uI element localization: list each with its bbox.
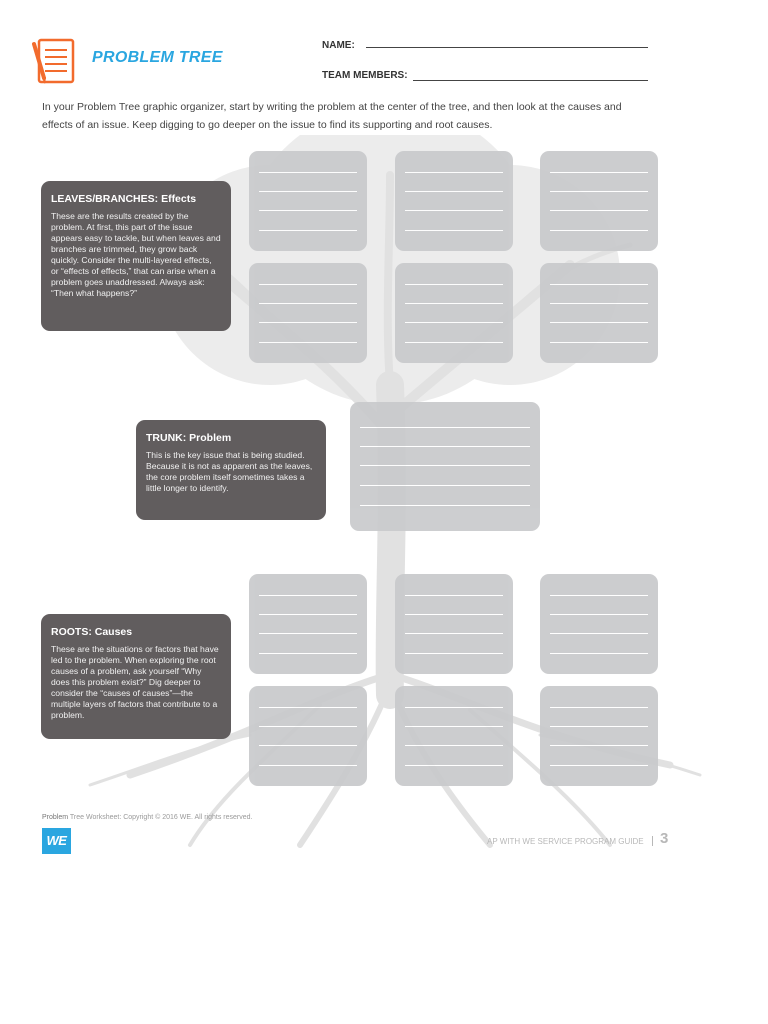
cause-box-1[interactable] (249, 574, 367, 674)
causes-card (41, 614, 231, 739)
pencil-notepad-icon (30, 34, 82, 86)
effects-heading: LEAVES/BRANCHES: Effects (51, 193, 197, 205)
effect-box-2[interactable] (395, 151, 513, 251)
we-logo: WE (42, 828, 71, 854)
team-members-field[interactable] (413, 80, 648, 81)
effects-description: These are the results created by the problem. At first, this part of the issue appears easy to tackle, but when leaves and branches are trimmed, they grow back quickly. Consider the multi-layered effects, or “effects of effects,” that can arise when a problem goes unaddressed. Always ask: “Then what happens?” (51, 211, 221, 298)
cause-box-2[interactable] (395, 574, 513, 674)
problem-description: This is the key issue that is being studied. Because it is not as apparent as the leaves, the core problem itself sometimes takes a little longer to identify. (146, 450, 313, 493)
copyright-text (42, 814, 252, 821)
causes-description: These are the situations or factors that have led to the problem. When exploring the root causes of a problem, ask yourself “Why does this problem exist?” Dig deeper to consider the “causes of causes”—the multiple layers of factors that contribute to a problem. (51, 644, 219, 720)
cause-box-6[interactable] (540, 686, 658, 786)
effect-box-3[interactable] (540, 151, 658, 251)
worksheet-word: Problem (42, 814, 69, 821)
cause-box-4[interactable] (249, 686, 367, 786)
problem-box[interactable] (350, 402, 540, 531)
effects-card (41, 181, 231, 331)
problem-heading: TRUNK: Problem (146, 432, 232, 444)
effect-box-4[interactable] (249, 263, 367, 363)
effect-box-6[interactable] (540, 263, 658, 363)
cause-box-5[interactable] (395, 686, 513, 786)
copyright-notice: Tree Worksheet: Copyright © 2016 WE. All rights reserved. (69, 814, 253, 821)
effect-box-1[interactable] (249, 151, 367, 251)
name-field[interactable] (366, 47, 648, 48)
team-members-label: TEAM MEMBERS: (322, 70, 408, 81)
guide-title: AP WITH WE SERVICE PROGRAM GUIDE (487, 837, 644, 846)
name-label: NAME: (322, 40, 355, 51)
page-title: PROBLEM TREE (92, 49, 223, 66)
instructions-text: In your Problem Tree graphic organizer, start by writing the problem at the center of the tree, and then look at the causes and effects of an issue. Keep digging to go deeper on the issue to find its supporting and root causes. (42, 101, 622, 131)
footer-divider (652, 836, 653, 846)
problem-card (136, 420, 326, 520)
causes-heading: ROOTS: Causes (51, 626, 133, 638)
cause-box-3[interactable] (540, 574, 658, 674)
effect-box-5[interactable] (395, 263, 513, 363)
page-number: 3 (660, 830, 669, 847)
